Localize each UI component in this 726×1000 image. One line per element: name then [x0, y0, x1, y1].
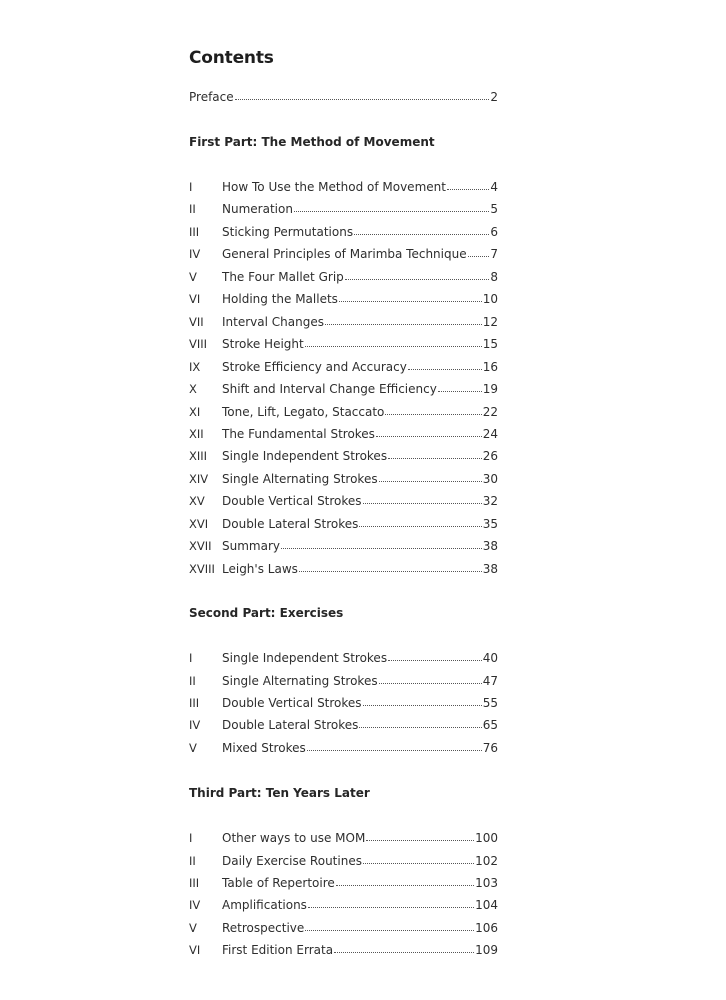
entry-label: Sticking Permutations: [222, 224, 354, 239]
entry-label: Table of Repertoire: [222, 875, 335, 890]
dot-leader: [305, 929, 474, 931]
entry-page-number: 76: [482, 740, 498, 755]
entry-roman-numeral: VI: [189, 292, 201, 307]
entry-roman-numeral: XIV: [189, 471, 209, 486]
entry-label: Double Lateral Strokes: [222, 516, 359, 531]
toc-entry[interactable]: [189, 651, 498, 665]
dot-leader: [299, 570, 482, 572]
toc-entry[interactable]: [189, 674, 498, 688]
entry-page-number: 40: [482, 651, 498, 665]
entry-page-number: 16: [482, 359, 498, 374]
entry-label: Retrospective: [222, 920, 305, 935]
dot-leader: [334, 951, 474, 953]
dot-leader: [325, 323, 482, 325]
dot-leader: [359, 726, 481, 728]
dot-leader: [447, 188, 489, 190]
entry-roman-numeral: IX: [189, 359, 201, 374]
dot-leader: [308, 906, 474, 908]
entry-label: Single Alternating Strokes: [222, 673, 378, 688]
toc-entry[interactable]: [189, 943, 498, 957]
dot-leader: [366, 839, 474, 841]
entry-page-number: 19: [482, 382, 498, 396]
toc-entry[interactable]: [189, 741, 498, 755]
entry-label: General Principles of Marimba Technique: [222, 247, 467, 262]
entry-label: Leigh's Laws: [222, 561, 298, 576]
entry-roman-numeral: VIII: [189, 337, 208, 352]
entry-label: Mixed Strokes: [222, 740, 306, 755]
entry-page-number: 26: [482, 449, 498, 464]
dot-leader: [336, 884, 474, 886]
toc-entry[interactable]: [189, 427, 498, 441]
entry-label: The Four Mallet Grip: [222, 269, 344, 284]
entry-roman-numeral: II: [189, 673, 196, 688]
entry-page-number: 30: [482, 471, 498, 486]
toc-entry[interactable]: [189, 921, 498, 935]
entry-label: Other ways to use MOM: [222, 831, 366, 845]
toc-entry[interactable]: [189, 539, 498, 553]
entry-page-number: 22: [482, 404, 498, 419]
entry-roman-numeral: VII: [189, 314, 204, 329]
entry-page-number: 2: [490, 90, 498, 104]
dot-leader: [379, 682, 482, 684]
entry-page-number: 32: [482, 494, 498, 509]
dot-leader: [376, 435, 482, 437]
part-heading: Second Part: Exercises: [189, 606, 344, 620]
toc-entry[interactable]: [189, 382, 498, 396]
toc-entry[interactable]: [189, 854, 498, 868]
dot-leader: [339, 300, 482, 302]
entry-page-number: 109: [475, 943, 498, 958]
toc-entry[interactable]: [189, 718, 498, 732]
entry-label: Numeration: [222, 202, 293, 217]
entry-page-number: 104: [475, 898, 498, 913]
entry-page-number: 106: [475, 920, 498, 935]
toc-entry[interactable]: [189, 517, 498, 531]
dot-leader: [235, 98, 490, 100]
toc-entry[interactable]: [189, 202, 498, 216]
entry-label: Stroke Efficiency and Accuracy: [222, 359, 407, 374]
dot-leader: [388, 659, 482, 661]
entry-roman-numeral: V: [189, 920, 197, 935]
dot-leader: [294, 210, 489, 212]
entry-page-number: 65: [482, 718, 498, 733]
entry-roman-numeral: II: [189, 202, 196, 217]
entry-label: The Fundamental Strokes: [222, 426, 375, 441]
entry-page-number: 5: [490, 202, 498, 217]
entry-page-number: 24: [482, 426, 498, 441]
dot-leader: [379, 480, 482, 482]
entry-page-number: 102: [475, 853, 498, 868]
toc-entry[interactable]: [189, 831, 498, 845]
dot-leader: [305, 345, 482, 347]
toc-entry[interactable]: [189, 337, 498, 351]
dot-leader: [307, 749, 482, 751]
toc-entry[interactable]: [189, 247, 498, 261]
toc-entry[interactable]: [189, 225, 498, 239]
dot-leader: [385, 413, 481, 415]
entry-label: Amplifications: [222, 898, 307, 913]
entry-roman-numeral: X: [189, 382, 197, 396]
toc-entry[interactable]: [189, 472, 498, 486]
entry-page-number: 10: [482, 292, 498, 307]
entry-label: Holding the Mallets: [222, 292, 338, 307]
entry-roman-numeral: XVIII: [189, 561, 215, 576]
entry-page-number: 55: [482, 695, 498, 710]
entry-page-number: 38: [482, 539, 498, 554]
entry-label: First Edition Errata: [222, 943, 334, 958]
entry-roman-numeral: V: [189, 269, 197, 284]
dot-leader: [345, 278, 490, 280]
entry-roman-numeral: III: [189, 875, 200, 890]
toc-entry[interactable]: [189, 405, 498, 419]
dot-leader: [359, 525, 481, 527]
entry-label: Interval Changes: [222, 314, 324, 329]
entry-page-number: 4: [490, 180, 498, 194]
page-title: Contents: [189, 48, 274, 68]
toc-entry[interactable]: [189, 494, 498, 508]
entry-label: Tone, Lift, Legato, Staccato: [222, 404, 385, 419]
entry-page-number: 103: [475, 875, 498, 890]
toc-entry[interactable]: [189, 696, 498, 710]
entry-roman-numeral: V: [189, 740, 197, 755]
dot-leader: [363, 704, 482, 706]
toc-entry-preface[interactable]: [189, 90, 498, 104]
entry-roman-numeral: III: [189, 224, 200, 239]
entry-roman-numeral: VI: [189, 943, 201, 958]
entry-label: Double Vertical Strokes: [222, 695, 362, 710]
entry-roman-numeral: IV: [189, 247, 201, 262]
entry-page-number: 38: [482, 561, 498, 576]
toc-entry[interactable]: [189, 360, 498, 374]
entry-label: Single Independent Strokes: [222, 449, 388, 464]
entry-label: Single Alternating Strokes: [222, 471, 378, 486]
entry-page-number: 35: [482, 516, 498, 531]
toc-entry[interactable]: [189, 180, 498, 194]
entry-roman-numeral: XII: [189, 426, 204, 441]
entry-label: Stroke Height: [222, 337, 304, 352]
toc-entry[interactable]: [189, 270, 498, 284]
toc-entry[interactable]: [189, 292, 498, 306]
entry-label: Daily Exercise Routines: [222, 853, 362, 868]
entry-page-number: 7: [490, 247, 498, 262]
dot-leader: [468, 255, 490, 257]
entry-roman-numeral: I: [189, 831, 193, 845]
entry-page-number: 12: [482, 314, 498, 329]
entry-roman-numeral: XVI: [189, 516, 209, 531]
toc-entry[interactable]: [189, 562, 498, 576]
dot-leader: [281, 547, 482, 549]
dot-leader: [438, 390, 482, 392]
entry-page-number: 100: [475, 831, 498, 845]
entry-page-number: 15: [482, 337, 498, 352]
entry-roman-numeral: XVII: [189, 539, 212, 554]
entry-roman-numeral: I: [189, 651, 193, 665]
entry-roman-numeral: IV: [189, 718, 201, 733]
entry-roman-numeral: XIII: [189, 449, 208, 464]
part-heading: First Part: The Method of Movement: [189, 135, 435, 149]
entry-label: Double Vertical Strokes: [222, 494, 362, 509]
entry-page-number: 6: [490, 224, 498, 239]
entry-page-number: 47: [482, 673, 498, 688]
dot-leader: [363, 862, 474, 864]
entry-roman-numeral: I: [189, 180, 193, 194]
dot-leader: [354, 233, 489, 235]
dot-leader: [408, 368, 482, 370]
entry-label: Preface: [189, 90, 234, 104]
entry-label: Summary: [222, 539, 280, 554]
entry-label: Double Lateral Strokes: [222, 718, 359, 733]
dot-leader: [363, 502, 482, 504]
entry-roman-numeral: XI: [189, 404, 201, 419]
toc-entry[interactable]: [189, 898, 498, 912]
entry-roman-numeral: III: [189, 695, 200, 710]
dot-leader: [388, 457, 482, 459]
toc-entry[interactable]: [189, 315, 498, 329]
toc-entry[interactable]: [189, 876, 498, 890]
entry-label: Single Independent Strokes: [222, 651, 388, 665]
entry-label: Shift and Interval Change Efficiency: [222, 382, 437, 396]
toc-entry[interactable]: [189, 449, 498, 463]
entry-roman-numeral: XV: [189, 494, 205, 509]
entry-roman-numeral: II: [189, 853, 196, 868]
entry-label: How To Use the Method of Movement: [222, 180, 446, 194]
entry-roman-numeral: IV: [189, 898, 201, 913]
entry-page-number: 8: [490, 269, 498, 284]
part-heading: Third Part: Ten Years Later: [189, 786, 370, 800]
